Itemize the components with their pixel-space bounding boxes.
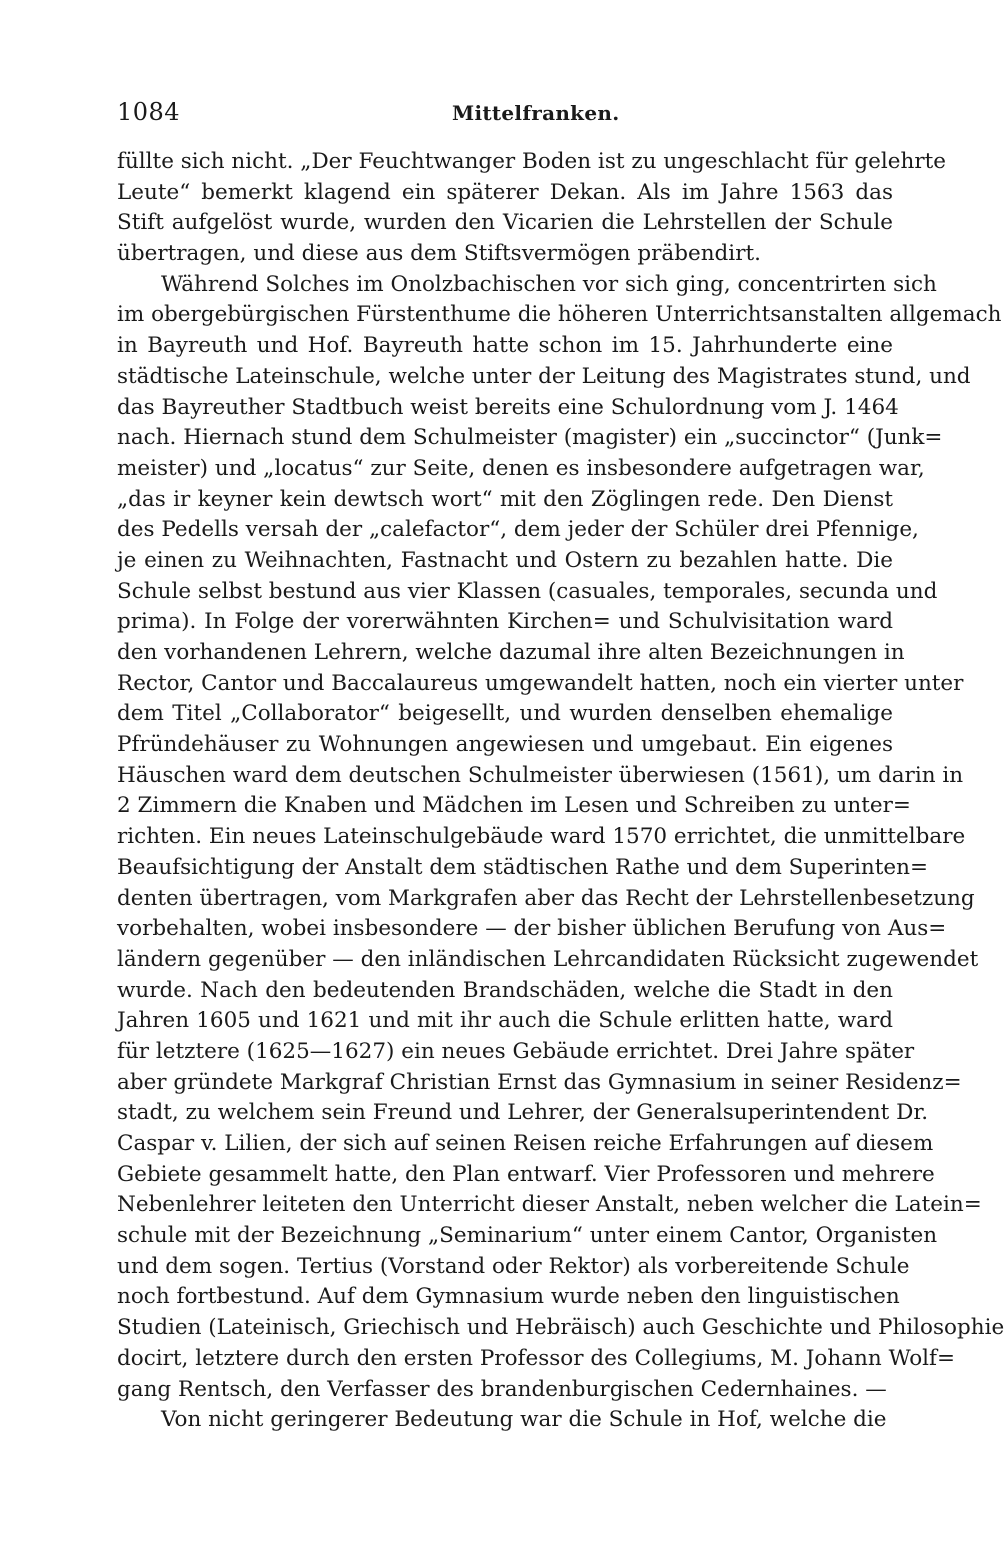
text-line: 2 Zimmern die Knaben und Mädchen im Lesen und Schreiben zu unter= bbox=[117, 793, 911, 819]
page-header bbox=[117, 98, 893, 132]
text-line: wurde. Nach den bedeutenden Brandschäden, welche die Stadt in den bbox=[117, 977, 893, 1003]
text-line: Stift aufgelöst wurde, wurden den Vicarien die Lehrstellen der Schule bbox=[117, 210, 893, 236]
text-line: des Pedells versah der „calefactor“, dem jeder der Schüler drei Pfennige, bbox=[117, 517, 919, 543]
text-line: städtische Lateinschule, welche unter der Leitung des Magistrates stund, und bbox=[117, 363, 971, 389]
text-line: Studien (Lateinisch, Griechisch und Hebräisch) auch Geschichte und Philosophie bbox=[117, 1315, 1004, 1341]
text-line: meister) und „locatus“ zur Seite, denen es insbesondere aufgetragen war, bbox=[117, 455, 925, 481]
text-line: in Bayreuth und Hof. Bayreuth hatte schon im 15. Jahrhunderte eine bbox=[117, 333, 893, 359]
text-line: nach. Hiernach stund dem Schulmeister (magister) ein „succinctor“ (Junk= bbox=[117, 425, 943, 451]
text-line: „das ir keyner kein dewtsch wort“ mit den Zöglingen rede. Den Dienst bbox=[117, 486, 893, 512]
text-line: aber gründete Markgraf Christian Ernst das Gymnasium in seiner Residenz= bbox=[117, 1069, 962, 1095]
text-line: ländern gegenüber — den inländischen Lehrcandidaten Rücksicht zugewendet bbox=[117, 946, 979, 972]
body-text bbox=[117, 147, 1004, 1436]
text-line: schule mit der Bezeichnung „Seminarium“ unter einem Cantor, Organisten bbox=[117, 1223, 938, 1249]
text-line: übertragen, und diese aus dem Stiftsvermögen präbendirt. bbox=[117, 241, 761, 267]
text-line: noch fortbestund. Auf dem Gymnasium wurde neben den linguistischen bbox=[117, 1284, 900, 1310]
text-line: gang Rentsch, den Verfasser des brandenburgischen Cedernhaines. — bbox=[117, 1376, 887, 1402]
text-line: Caspar v. Lilien, der sich auf seinen Reisen reiche Erfahrungen auf diesem bbox=[117, 1131, 934, 1156]
text-line: richten. Ein neues Lateinschulgebäude ward 1570 errichtet, die unmittelbare bbox=[117, 824, 966, 850]
text-line: stadt, zu welchem sein Freund und Lehrer, der Generalsuperintendent Dr. bbox=[117, 1100, 929, 1126]
text-line: füllte sich nicht. „Der Feuchtwanger Boden ist zu ungeschlacht für gelehrte bbox=[117, 149, 946, 174]
text-line: Schule selbst bestund aus vier Klassen (casuales, temporales, secunda und bbox=[117, 578, 938, 604]
text-line: den vorhandenen Lehrern, welche dazumal ihre alten Bezeichnungen in bbox=[117, 640, 905, 665]
text-line: für letztere (1625—1627) ein neues Gebäude errichtet. Drei Jahre später bbox=[117, 1038, 915, 1064]
text-line: Pfründehäuser zu Wohnungen angewiesen und umgebaut. Ein eigenes bbox=[117, 732, 893, 758]
text-line: Gebiete gesammelt hatte, den Plan entwarf. Vier Professoren und mehrere bbox=[117, 1161, 935, 1187]
text-line: Nebenlehrer leiteten den Unterricht dieser Anstalt, neben welcher die Latein= bbox=[117, 1192, 982, 1218]
text-line: vorbehalten, wobei insbesondere — der bisher üblichen Berufung von Aus= bbox=[117, 916, 947, 942]
running-head: Mittelfranken. bbox=[452, 101, 620, 125]
text-line: Beaufsichtigung der Anstalt dem städtischen Rathe und dem Superinten= bbox=[117, 854, 928, 880]
text-line: Leute“ bemerkt klagend ein späterer Dekan. Als im Jahre 1563 das bbox=[117, 179, 893, 205]
page-number: 1084 bbox=[117, 98, 181, 126]
text-line: Jahren 1605 und 1621 und mit ihr auch die Schule erlitten hatte, ward bbox=[117, 1008, 893, 1034]
text-line: denten übertragen, vom Markgrafen aber das Recht der Lehrstellenbesetzung bbox=[117, 885, 975, 911]
text-line: Häuschen ward dem deutschen Schulmeister überwiesen (1561), um darin in bbox=[117, 762, 964, 788]
text-line: Während Solches im Onolzbachischen vor sich ging, concentrirten sich bbox=[161, 271, 937, 297]
text-line: docirt, letztere durch den ersten Professor des Collegiums, M. Johann Wolf= bbox=[117, 1345, 955, 1371]
text-line: das Bayreuther Stadtbuch weist bereits eine Schulordnung vom J. 1464 bbox=[117, 394, 899, 420]
text-line: je einen zu Weihnachten, Fastnacht und Ostern zu bezahlen hatte. Die bbox=[117, 547, 893, 573]
text-line: und dem sogen. Tertius (Vorstand oder Rektor) als vorbereitende Schule bbox=[117, 1253, 910, 1279]
text-line: dem Titel „Collaborator“ beigesellt, und wurden denselben ehemalige bbox=[117, 701, 893, 727]
text-line: im obergebürgischen Fürstenthume die höheren Unterrichtsanstalten allgemach bbox=[117, 302, 1002, 328]
text-line: Von nicht geringerer Bedeutung war die Schule in Hof, welche die bbox=[161, 1407, 887, 1433]
text-line: Rector, Cantor und Baccalaureus umgewandelt hatten, noch ein vierter unter bbox=[117, 670, 964, 696]
text-line: prima). In Folge der vorerwähnten Kirchen= und Schulvisitation ward bbox=[117, 609, 893, 635]
